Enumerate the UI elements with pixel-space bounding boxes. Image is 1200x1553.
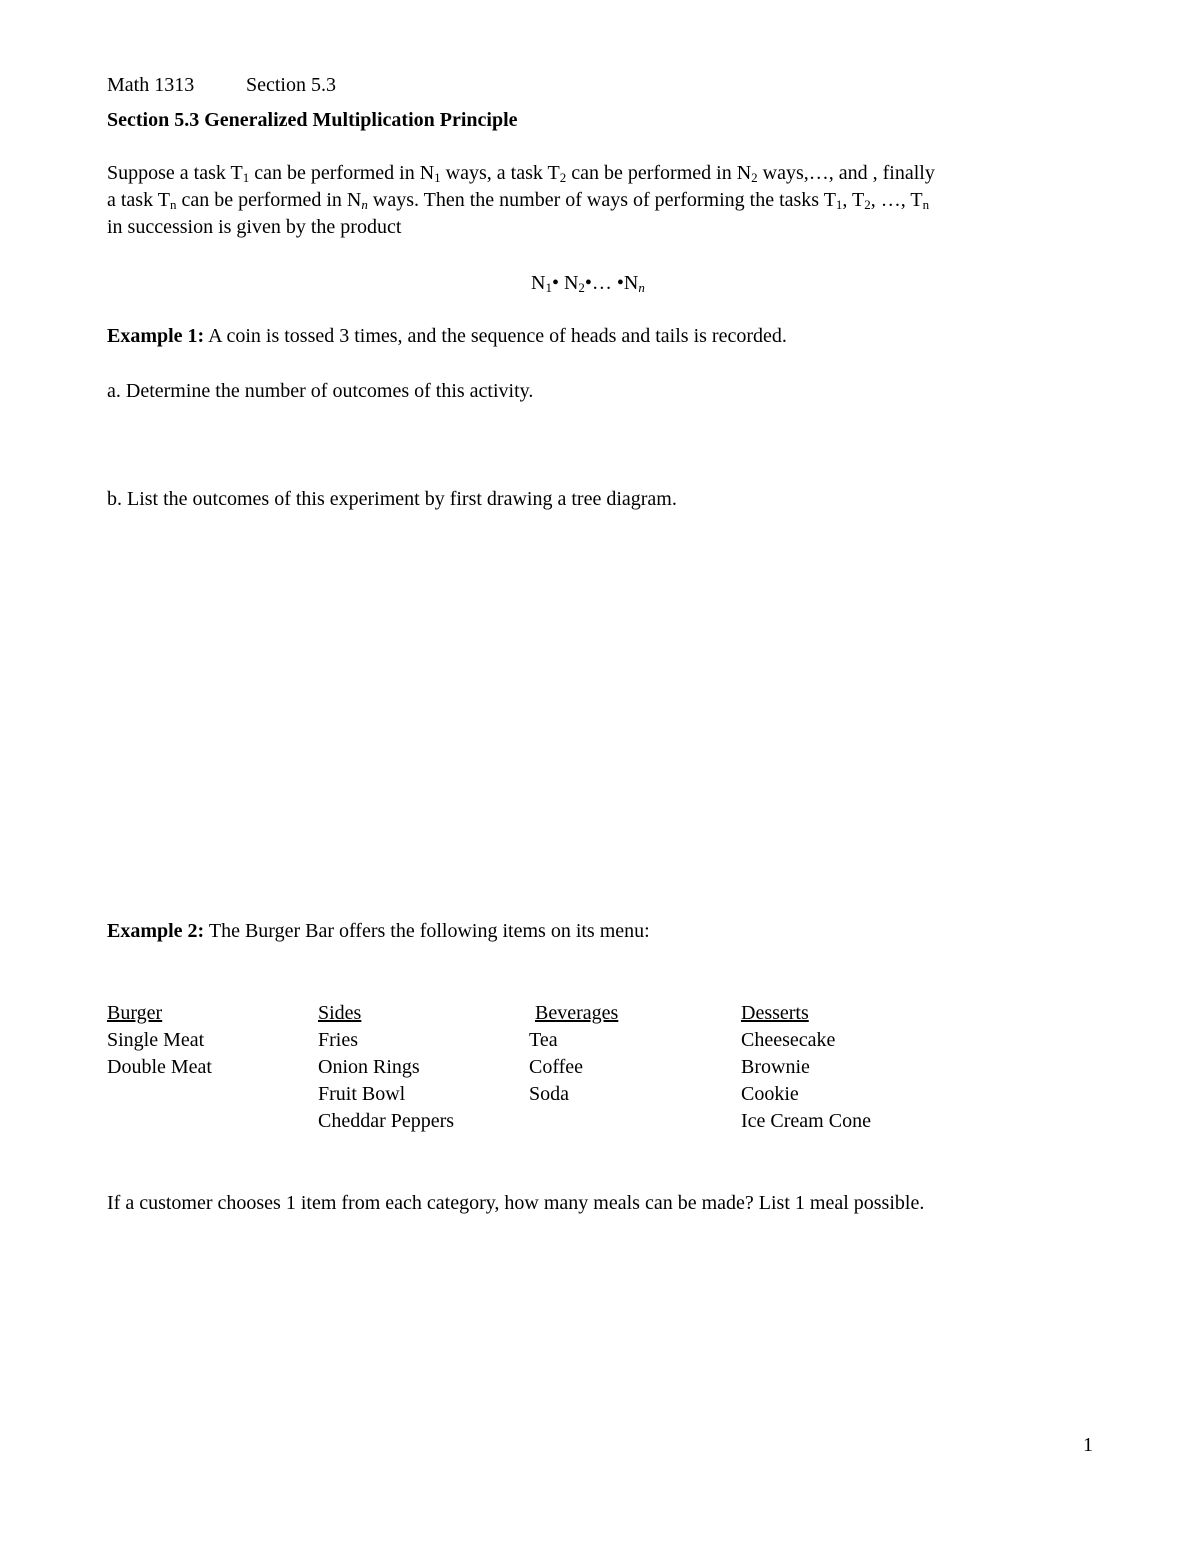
menu-item: Onion Rings — [318, 1056, 420, 1078]
principle-paragraph — [107, 160, 1087, 241]
text-run: ways,…, and , finally — [757, 162, 935, 184]
menu-item: Cheddar Peppers — [318, 1110, 455, 1132]
menu-item: Coffee — [529, 1056, 584, 1078]
principle-line-3: in succession is given by the product — [107, 216, 402, 238]
subscript — [638, 280, 645, 295]
italic-subscript: n — [638, 280, 645, 295]
menu-item: Brownie — [741, 1056, 810, 1078]
text-run: •… •N — [584, 272, 639, 294]
example-2-text: The Burger Bar offers the following items on its menu: — [204, 920, 650, 942]
menu-item: Soda — [529, 1083, 569, 1105]
example-1-label: Example 1: — [107, 325, 205, 347]
text-run: • N — [551, 272, 579, 294]
subscript: 2 — [578, 280, 585, 295]
menu-item: Fries — [318, 1029, 358, 1051]
section-title: Section 5.3 Generalized Multiplication Principle — [107, 109, 518, 131]
text-run: Suppose a task T — [107, 162, 243, 184]
subscript: 2 — [559, 170, 567, 185]
text-run: a task T — [107, 189, 170, 211]
course-label: Math 1313 — [107, 74, 195, 96]
text-run: N — [531, 272, 546, 294]
example-1-text: A coin is tossed 3 times, and the sequence of heads and tails is recorded. — [204, 325, 787, 347]
example-2 — [107, 918, 650, 945]
text-run: can be performed in N — [176, 189, 362, 211]
menu-column-sides — [318, 1000, 454, 1135]
subscript: 1 — [835, 197, 843, 212]
menu-column-header: Burger — [107, 1002, 163, 1024]
page-number: 1 — [1083, 1434, 1093, 1456]
principle-line-2 — [107, 187, 1087, 214]
text-run: ways. Then the number of ways of performing the tasks T — [367, 189, 836, 211]
example-1 — [107, 323, 787, 350]
menu-item: Double Meat — [107, 1056, 212, 1078]
menu-column-header: Beverages — [535, 1002, 619, 1024]
page-header — [107, 72, 336, 99]
text-run: can be performed in N — [249, 162, 435, 184]
menu-table — [107, 1000, 1007, 1140]
subscript: 1 — [434, 170, 441, 185]
subscript: 1 — [545, 280, 552, 295]
menu-item: Cookie — [741, 1083, 799, 1105]
product-formula — [531, 270, 645, 297]
menu-column-header: Desserts — [741, 1002, 809, 1024]
example-1-part-b: b. List the outcomes of this experiment by first drawing a tree diagram. — [107, 488, 677, 510]
subscript: n — [922, 197, 930, 212]
section-label: Section 5.3 — [246, 74, 336, 96]
subscript: 2 — [751, 170, 758, 185]
menu-item: Fruit Bowl — [318, 1083, 406, 1105]
italic-subscript: n — [361, 197, 368, 212]
principle-line-1 — [107, 160, 1087, 187]
text-run: , T — [842, 189, 865, 211]
menu-item: Cheesecake — [741, 1029, 836, 1051]
menu-column-beverages — [529, 1000, 618, 1108]
menu-column-burger — [107, 1000, 212, 1081]
subscript: 1 — [242, 170, 250, 185]
menu-column-header: Sides — [318, 1002, 362, 1024]
text-run: , …, T — [870, 189, 923, 211]
subscript: n — [169, 197, 177, 212]
menu-item: Ice Cream Cone — [741, 1110, 871, 1132]
menu-item: Tea — [529, 1029, 558, 1051]
example-2-label: Example 2: — [107, 920, 205, 942]
menu-item: Single Meat — [107, 1029, 205, 1051]
text-run: ways, a task T — [440, 162, 560, 184]
subscript: 2 — [864, 197, 871, 212]
menu-column-desserts — [741, 1000, 871, 1135]
menu-question: If a customer chooses 1 item from each category, how many meals can be made? List 1 meal possible. — [107, 1192, 925, 1214]
text-run: can be performed in N — [566, 162, 752, 184]
example-1-part-a: a. Determine the number of outcomes of this activity. — [107, 380, 534, 402]
